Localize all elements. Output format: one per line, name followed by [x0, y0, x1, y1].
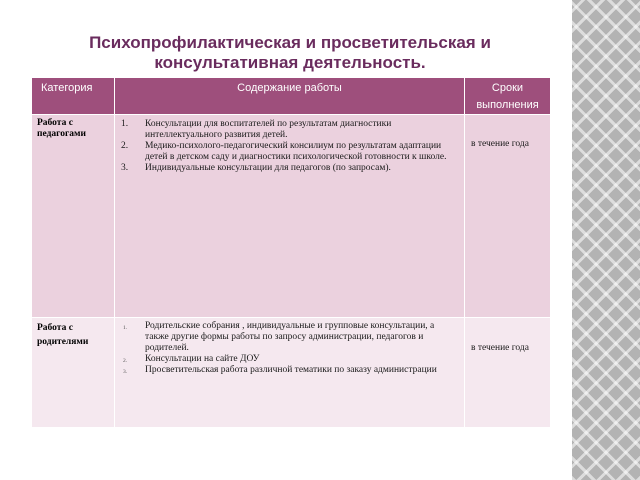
list-item: [121, 163, 458, 174]
content-list: [121, 321, 458, 376]
list-item-number: 1.: [121, 119, 129, 129]
list-item: [121, 119, 458, 141]
header-category: Категория: [32, 78, 115, 115]
header-terms-line1: Сроки: [491, 82, 524, 94]
table-header-row: [32, 78, 551, 115]
list-item-number: 3.: [123, 369, 128, 375]
table-row: [32, 115, 551, 318]
list-item-number: 2.: [121, 141, 129, 151]
content-list: [121, 119, 458, 174]
content-cell: [115, 115, 465, 318]
content-cell: [115, 318, 465, 428]
term-cell: в течение года: [465, 318, 551, 428]
list-item-text: Индивидуальные консультации для педагогов (по запросам).: [145, 163, 391, 173]
list-item: [121, 354, 458, 365]
list-item-text: Просветительская работа различной тематики по заказу администрации: [145, 365, 437, 375]
list-item-number: 1.: [123, 325, 128, 331]
header-terms: [465, 78, 551, 115]
list-item: [121, 365, 458, 376]
list-item-text: Родительские собрания , индивидуальные и групповые консультации, а также другие формы работы по запросу администрации, педагогов и родителей.: [145, 321, 435, 353]
category-cell: Работа с педагогами: [32, 115, 115, 318]
list-item-number: 3.: [121, 163, 129, 173]
list-item: [121, 321, 458, 354]
list-item-number: 2.: [123, 358, 128, 364]
list-item-text: Консультации на сайте ДОУ: [145, 354, 260, 364]
list-item-text: Медико-психолого-педагогический консилиум по результатам адаптации детей в детском саду и диагностики психологической готовности к школе.: [145, 141, 447, 162]
list-item: [121, 141, 458, 163]
header-content: Содержание работы: [115, 78, 465, 115]
table-row: [32, 318, 551, 428]
slide-title: Психопрофилактическая и просветительская и консультативная деятельность.: [89, 33, 491, 72]
decorative-pattern-strip: [572, 0, 640, 480]
header-terms-line2: выполнения: [476, 99, 539, 111]
list-item-text: Консультации для воспитателей по результатам диагностики интеллектуального развития детей.: [145, 119, 392, 140]
term-cell: в течение года: [465, 115, 551, 318]
activity-table: [31, 77, 551, 428]
category-cell: Работа с родителями: [32, 318, 115, 428]
